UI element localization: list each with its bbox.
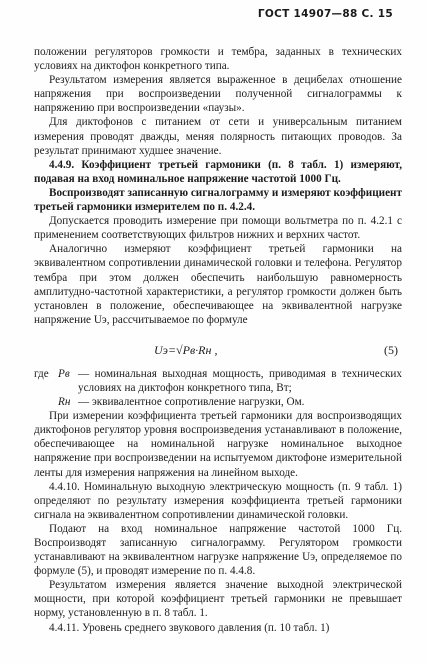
paragraph-10: Подают на вход номинальное напряжение частотой 1000 Гц. Воспроизводят записанную сигналограмму. Регулятором громкости устанавливают на эквивалентном нагрузке напряжение Uэ, определяемое по формуле (5), и проводят измерение по п. 4.4.8. — [34, 522, 402, 578]
paragraph-1: положении регуляторов громкости и тембра, заданных в технических условиях на диктофон конкретного типа. — [34, 46, 402, 73]
document-body — [34, 45, 402, 635]
paragraph-2: Результатом измерения является выраженное в децибелах отношение напряжения при воспроизведении полученной сигналограммы к напряжению при воспроизведении «паузы». — [34, 74, 402, 115]
formula-expression: Uэ=√Pв·Rн , — [154, 342, 218, 357]
paragraph-4-4-11: 4.4.11. Уровень среднего звукового давления (п. 10 табл. 1) — [49, 621, 330, 634]
paragraph-5: Воспроизводят записанную сигналограмму и измеряют коэффициент третьей гармоники измерителем по п. 4.2.4. — [34, 186, 402, 214]
where-symbol-p: Pв — [58, 367, 70, 380]
paragraph-7: Аналогично измеряют коэффициент третьей гармоники на эквивалентном сопротивлении динамической головки и телефона. Регулятор тембра при этом должен обеспечить наибольшую равномерность амплитудно-частотной характеристики, а регулятор громкости должен быть установлен в положение, обеспечивающее на эквивалентной нагрузке напряжение Uэ, рассчитываемое по формуле — [34, 243, 402, 326]
paragraph-3: Для диктофонов с питанием от сети и универсальным питанием измерения проводят дважды, меняя полярность питающих проводов. За результат принимают худшее значение. — [34, 116, 402, 157]
where-definition-p: — номинальная выходная мощность, приводимая в технических условиях на диктофон конкретного типа, Вт; — [78, 367, 402, 394]
paragraph-4-4-10: 4.4.10. Номинальную выходную электрическую мощность (п. 9 табл. 1) определяют по результату измерения коэффициента третьей гармоники сигнала на эквивалентном сопротивлении динамической головки. — [34, 480, 402, 521]
page-header: ГОСТ 14907—88 С. 15 — [257, 8, 393, 20]
paragraph-4-4-9: 4.4.9. Коэффициент третьей гармоники (п. 8 табл. 1) измеряют, подавая на вход номинальное напряжение частотой 1000 Гц. — [34, 158, 402, 185]
formula-5 — [34, 331, 402, 367]
where-block — [34, 367, 402, 409]
paragraph-11: Результатом измерения является значение выходной электрической мощности, при которой коэффициент третьей гармоники не превышает норму, установленную в п. 8 табл. 1. — [34, 579, 402, 620]
where-symbol-r: Rн — [58, 396, 71, 409]
formula-number: (5) — [384, 342, 398, 357]
where-lead: где — [34, 367, 49, 380]
paragraph-8: При измерении коэффициента третьей гармоники для воспроизводящих диктофонов регулятор уровня воспроизведения устанавливают в положение, обеспечивающее на номинальной нагрузке номинальное выходное напряжение при воспроизведении на испытуемом диктофоне измерительной ленты для измерения напряжения на линейном выходе. — [34, 410, 402, 479]
paragraph-6: Допускается проводить измерение при помощи вольтметра по п. 4.2.1 с применением соответствующих фильтров нижних и верхних частот. — [34, 215, 402, 242]
where-definition-r: — эквивалентное сопротивление нагрузки, Ом. — [78, 396, 305, 409]
